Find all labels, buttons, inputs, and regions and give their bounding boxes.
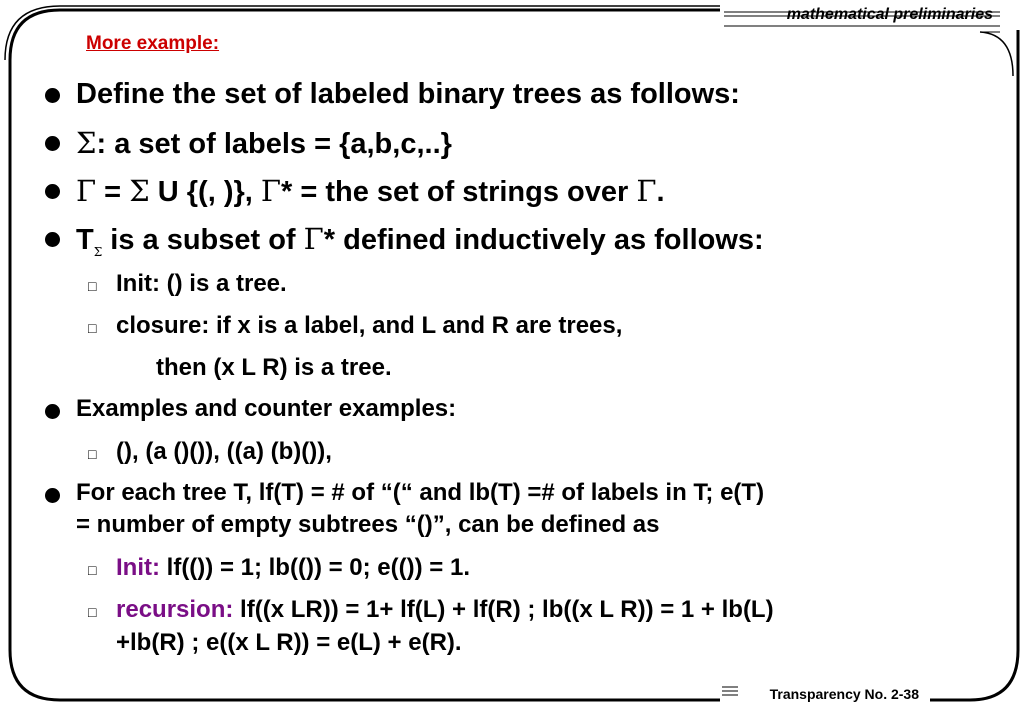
section-title: More example: (86, 33, 220, 54)
closure-continuation: then (x L R) is a tree. (156, 354, 392, 381)
bullet-dot (45, 136, 60, 151)
recursion-label: recursion: (116, 596, 234, 623)
sigma-text: : a set of labels = {a,b,c,..} (96, 128, 452, 160)
bullet-define: Define the set of labeled binary trees as follows: (76, 78, 740, 110)
gamma-end: . (656, 176, 665, 208)
subset-text: is a subset of (102, 224, 304, 256)
gamma-union: U {(, )}, (149, 176, 261, 208)
sigma-symbol: Σ (129, 174, 150, 208)
sub-marker: □ (88, 320, 97, 336)
inductive-text: * defined inductively as follows: (323, 224, 764, 256)
bullet-dot (45, 232, 60, 247)
bullet-dot (45, 184, 60, 199)
sub-init: Init: () is a tree. (116, 270, 287, 297)
sigma-subscript: Σ (93, 244, 103, 259)
bullet-foreach-line2: = number of empty subtrees “()”, can be defined as (76, 511, 660, 538)
gamma-symbol: Γ (636, 174, 657, 208)
sub-closure: closure: if x is a label, and L and R are trees, (116, 312, 623, 339)
init-label: Init: (116, 554, 160, 581)
bullet-dot (45, 88, 60, 103)
sub-marker: □ (88, 604, 97, 620)
bullet-dot (45, 488, 60, 503)
sub-marker: □ (88, 446, 97, 462)
gamma-strings: * = the set of strings over (281, 176, 637, 208)
gamma-eq: = (96, 176, 130, 208)
init-text: lf(()) = 1; lb(()) = 0; e(()) = 1. (159, 554, 470, 581)
sub-recursion-line1 (116, 596, 774, 624)
footer-label: Transparency No. 2-38 (769, 686, 919, 702)
bullet-examples: Examples and counter examples: (76, 395, 457, 422)
sub-marker: □ (88, 278, 97, 294)
bullet-tsigma (76, 222, 764, 259)
sub-init-def (116, 554, 470, 582)
bullet-sigma (76, 126, 452, 161)
bullet-gamma (76, 174, 665, 209)
recursion-text1: lf((x LR)) = 1+ lf(L) + lf(R) ; lb((x L R)) = 1 + lb(L) (233, 596, 774, 623)
header-title: mathematical preliminaries (786, 6, 993, 23)
gamma-symbol: Γ (260, 174, 281, 208)
gamma-symbol: Γ (303, 222, 324, 256)
bullet-dot (45, 404, 60, 419)
t-letter: T (76, 224, 94, 256)
gamma-symbol: Γ (76, 174, 97, 208)
bullet-foreach-line1: For each tree T, lf(T) = # of “(“ and lb(T) =# of labels in T; e(T) (76, 479, 765, 506)
sub-recursion-line2: +lb(R) ; e((x L R)) = e(L) + e(R). (116, 629, 462, 656)
sub-marker: □ (88, 562, 97, 578)
sigma-symbol: Σ (76, 126, 97, 160)
sub-examples: (), (a ()()), ((a) (b)()), (116, 438, 332, 465)
